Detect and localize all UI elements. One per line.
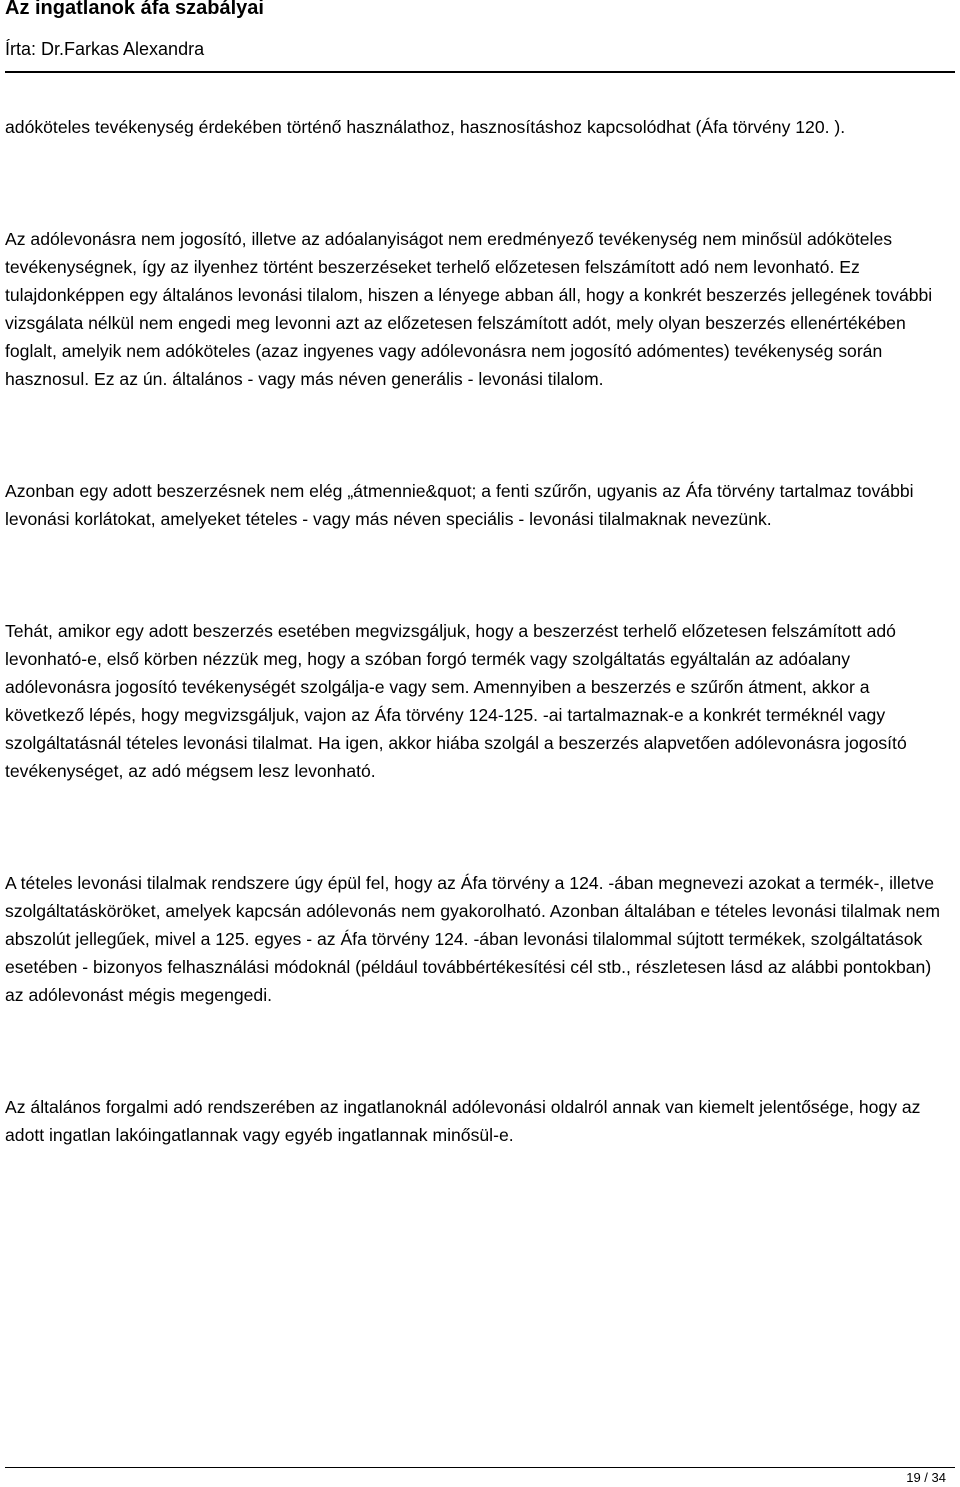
- paragraph-4: Tehát, amikor egy adott beszerzés esetében megvizsgáljuk, hogy a beszerzést terhelő előzetesen felszámított adó levonható-e, első körben nézzük meg, hogy a szóban forgó termék vagy szolgáltatás egyáltalán az adóalany adólevonásra jogosító tevékenységét szolgálja-e vagy sem. Amennyiben a beszerzés e szűrőn átment, akkor a következő lépés, hogy megvizsgáljuk, vajon az Áfa törvény 124-125. -ai tartalmaznak-e a konkrét terméknél vagy szolgáltatásnál tételes levonási tilalmat. Ha igen, akkor hiába szolgál a beszerzés alapvetően adólevonásra jogosító tevékenységet, az adó mégsem lesz levonható.: [5, 621, 907, 781]
- page-number: 19 / 34: [906, 1470, 946, 1485]
- header-divider: [5, 71, 955, 73]
- author-line: Írta: Dr.Farkas Alexandra: [5, 39, 205, 59]
- paragraph-5: A tételes levonási tilalmak rendszere úgy épül fel, hogy az Áfa törvény a 124. -ában megnevezi azokat a termék-, illetve szolgáltatásköröket, amelyek kapcsán adólevonás nem gyakorolható. Azonban általában e tételes levonási tilalmak nem abszolút jellegűek, mivel a 125. egyes - az Áfa törvény 124. -ában levonási tilalommal sújtott termékek, szolgáltatások esetében - bizonyos felhasználási módoknál (például továbbértékesítési cél stb., részletesen lásd az alábbi pontokban) az adólevonást mégis megengedi.: [5, 873, 940, 1005]
- paragraph-3: Azonban egy adott beszerzésnek nem elég „átmennie&quot; a fenti szűrőn, ugyanis az Áfa törvény tartalmaz további levonási korlátokat, amelyeket tételes - vagy más néven speciális - levonási tilalmaknak nevezünk.: [5, 481, 914, 529]
- document-body: [5, 113, 953, 1149]
- page-header: [5, 0, 955, 60]
- footer-divider: [5, 1467, 955, 1468]
- document-title: Az ingatlanok áfa szabályai: [5, 0, 264, 19]
- paragraph-1: adóköteles tevékenység érdekében történő használathoz, hasznosításhoz kapcsolódhat (Áfa törvény 120. ).: [5, 117, 846, 137]
- paragraph-2: Az adólevonásra nem jogosító, illetve az adóalanyiságot nem eredményező tevékenység nem minősül adóköteles tevékenységnek, így az ilyenhez történt beszerzéseket terhelő előzetesen felszámított adó nem levonható. Ez tulajdonképpen egy általános levonási tilalom, hiszen a lényege abban áll, hogy a konkrét beszerzés jellegének további vizsgálata nélkül nem engedi meg levonni azt az előzetesen felszámított adót, mely olyan beszerzés ellenértékében foglalt, amelyik nem adóköteles (azaz ingyenes vagy adólevonásra nem jogosító adómentes) tevékenység során hasznosul. Ez az ún. általános - vagy más néven generális - levonási tilalom.: [5, 229, 933, 389]
- paragraph-6: Az általános forgalmi adó rendszerében az ingatlanoknál adólevonási oldalról annak van kiemelt jelentősége, hogy az adott ingatlan lakóingatlannak vagy egyéb ingatlannak minősül-e.: [5, 1097, 921, 1145]
